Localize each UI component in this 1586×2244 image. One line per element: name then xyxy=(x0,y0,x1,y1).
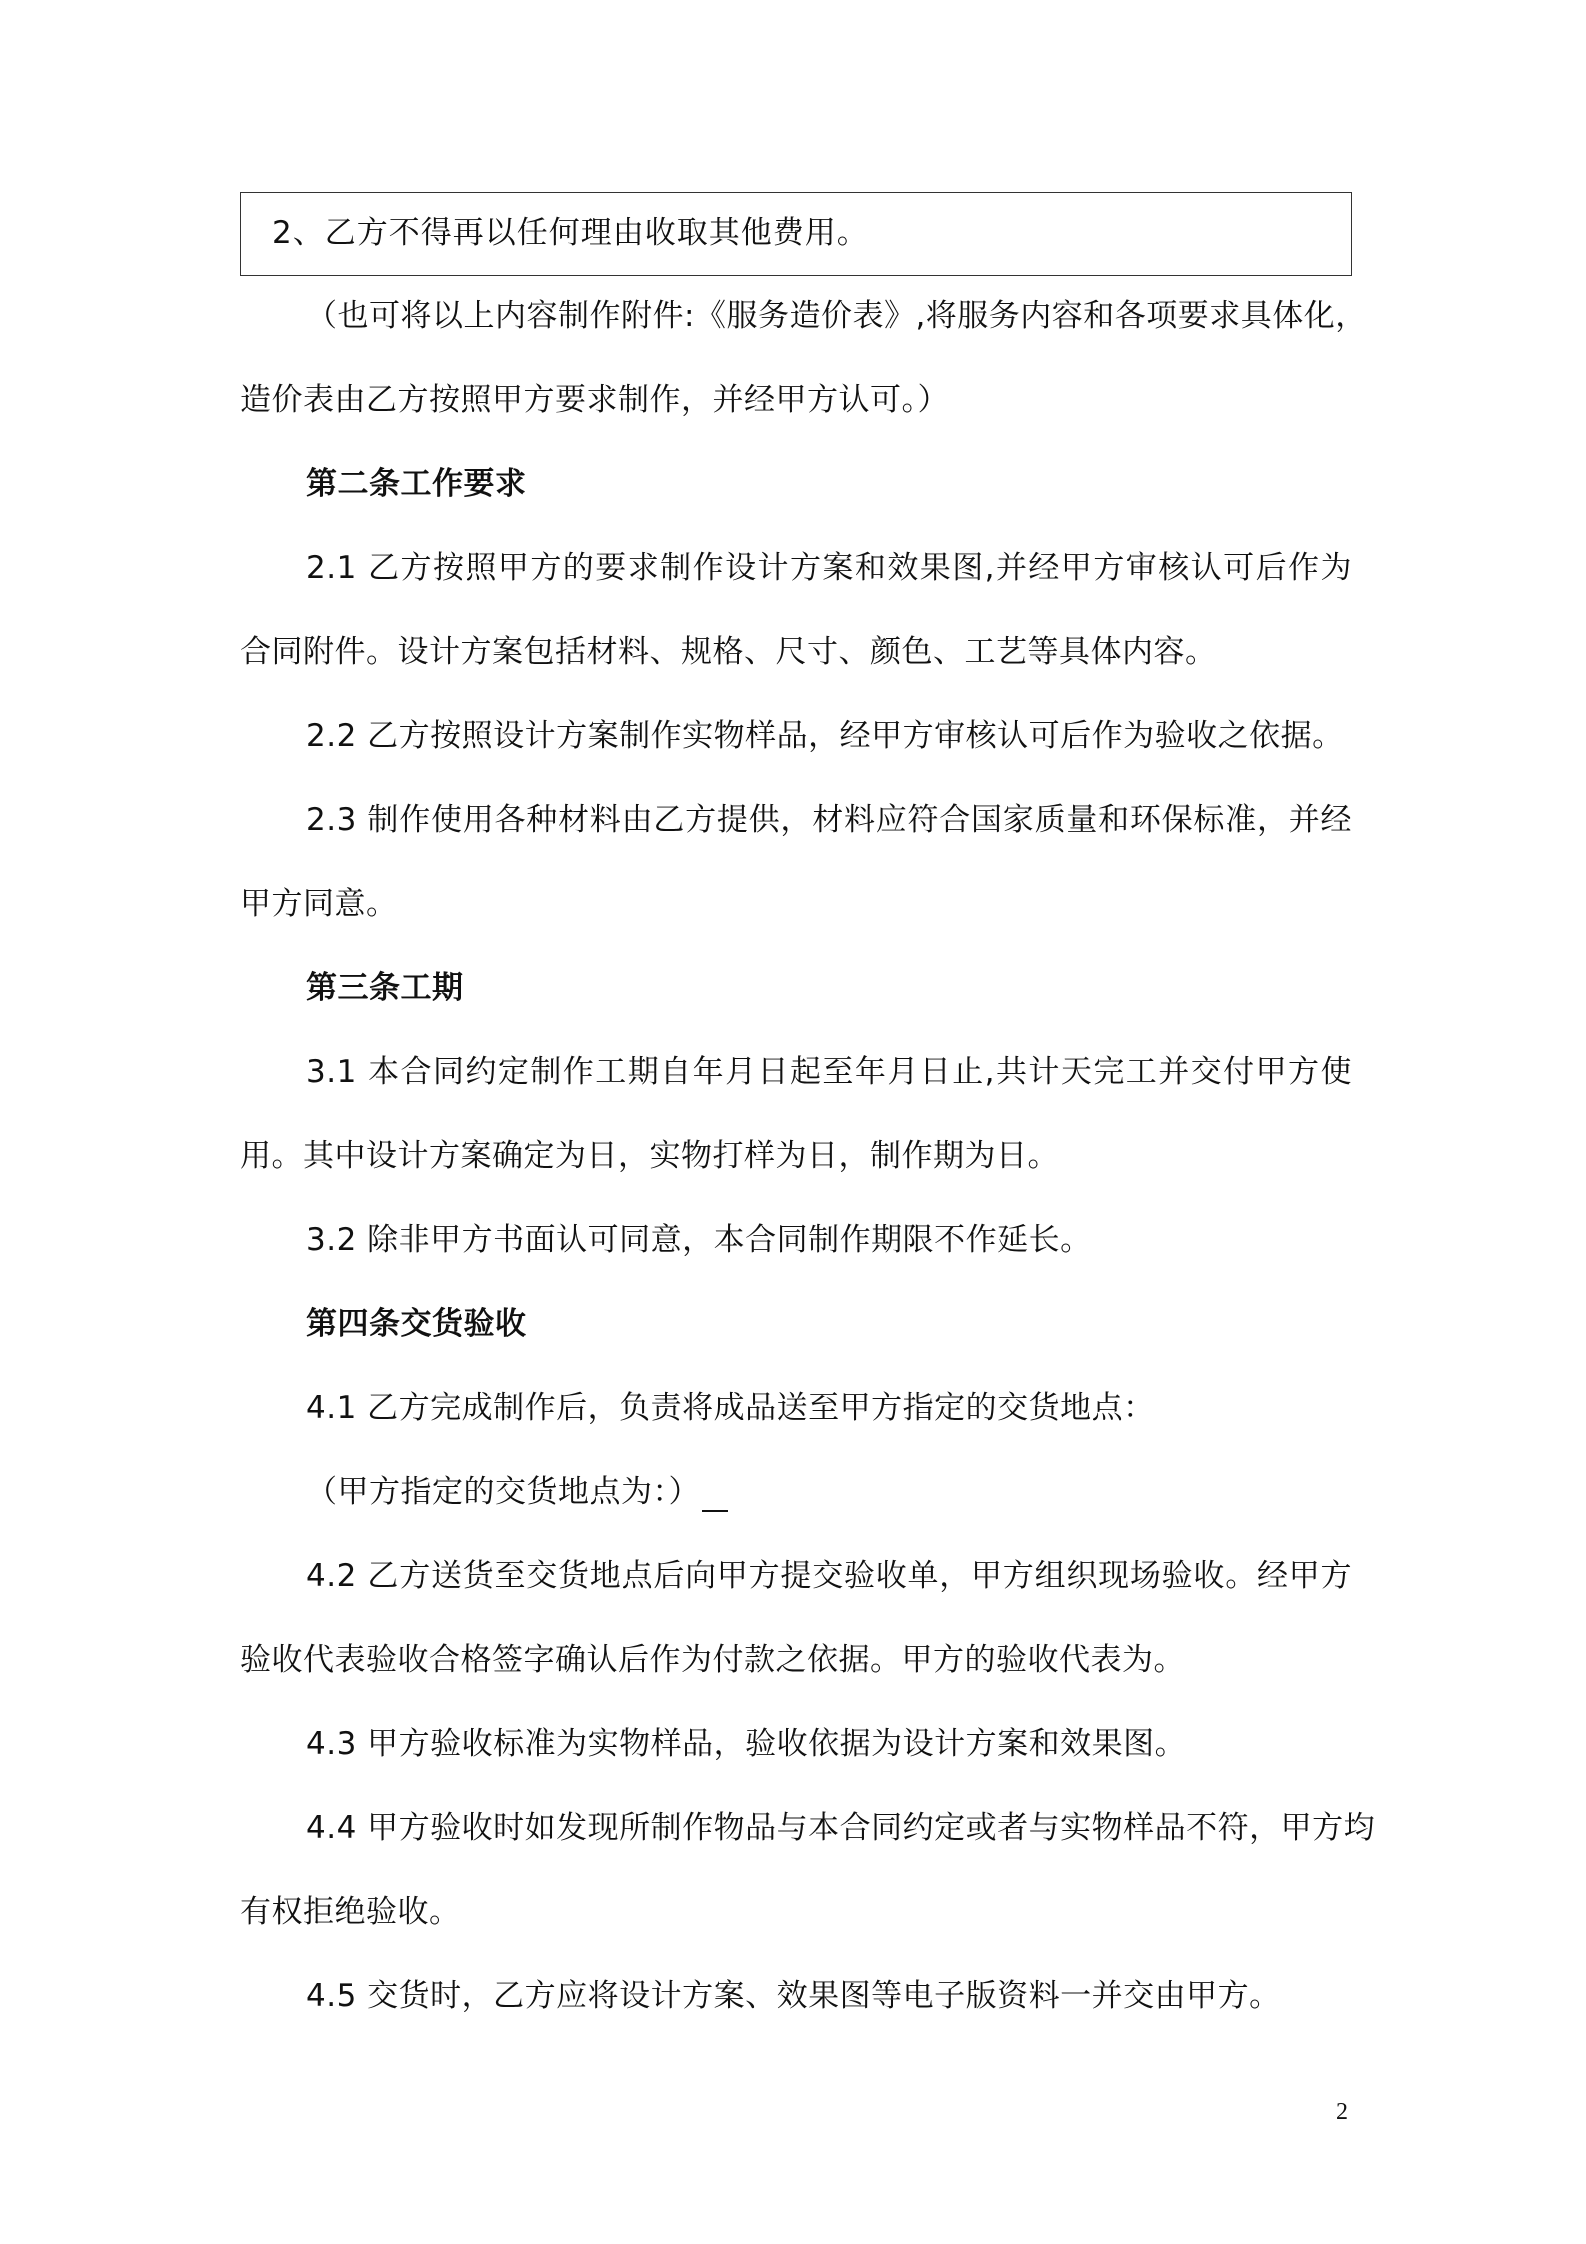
delivery-location-text: （甲方指定的交货地点为：） xyxy=(306,1474,700,1510)
clause-4-3: 4.3 甲方验收标准为实物样品，验收依据为设计方案和效果图。 xyxy=(306,1726,1187,1762)
boxed-clause-text: 2、乙方不得再以任何理由收取其他费用。 xyxy=(272,215,869,251)
clause-3-1-line-2: 用。其中设计方案确定为日，实物打样为日，制作期为日。 xyxy=(240,1138,1059,1174)
clause-3-1-line-1: 3.1 本合同约定制作工期自年月日起至年月日止,共计天完工并交付甲方使 xyxy=(306,1054,1352,1090)
note-line-1: （也可将以上内容制作附件:《服务造价表》,将服务内容和各项要求具体化， xyxy=(306,298,1367,334)
clause-4-4-line-2: 有权拒绝验收。 xyxy=(240,1894,461,1930)
clause-4-1: 4.1 乙方完成制作后，负责将成品送至甲方指定的交货地点： xyxy=(306,1390,1155,1426)
clause-4-5: 4.5 交货时，乙方应将设计方案、效果图等电子版资料一并交由甲方。 xyxy=(306,1978,1281,2014)
clause-4-4-line-1: 4.4 甲方验收时如发现所制作物品与本合同约定或者与实物样品不符，甲方均 xyxy=(306,1810,1376,1846)
clause-3-2: 3.2 除非甲方书面认可同意，本合同制作期限不作延长。 xyxy=(306,1222,1092,1258)
article-4-heading: 第四条交货验收 xyxy=(306,1306,527,1342)
article-3-heading: 第三条工期 xyxy=(306,970,464,1006)
delivery-location-blank xyxy=(702,1478,728,1512)
clause-2-2: 2.2 乙方按照设计方案制作实物样品，经甲方审核认可后作为验收之依据。 xyxy=(306,718,1344,754)
clause-4-2-line-1: 4.2 乙方送货至交货地点后向甲方提交验收单，甲方组织现场验收。经甲方 xyxy=(306,1558,1352,1594)
clause-2-3-line-1: 2.3 制作使用各种材料由乙方提供，材料应符合国家质量和环保标准，并经 xyxy=(306,802,1352,838)
note-line-2: 造价表由乙方按照甲方要求制作，并经甲方认可。） xyxy=(240,382,949,418)
clause-2-3-line-2: 甲方同意。 xyxy=(240,886,398,922)
page-number: 2 xyxy=(1336,2099,1348,2125)
clause-2-1-line-1: 2.1 乙方按照甲方的要求制作设计方案和效果图,并经甲方审核认可后作为 xyxy=(306,550,1352,586)
clause-4-1-delivery-location xyxy=(306,1472,728,1512)
article-2-heading: 第二条工作要求 xyxy=(306,466,527,502)
clause-4-2-line-2: 验收代表验收合格签字确认后作为付款之依据。甲方的验收代表为。 xyxy=(240,1642,1185,1678)
clause-2-1-line-2: 合同附件。设计方案包括材料、规格、尺寸、颜色、工艺等具体内容。 xyxy=(240,634,1217,670)
